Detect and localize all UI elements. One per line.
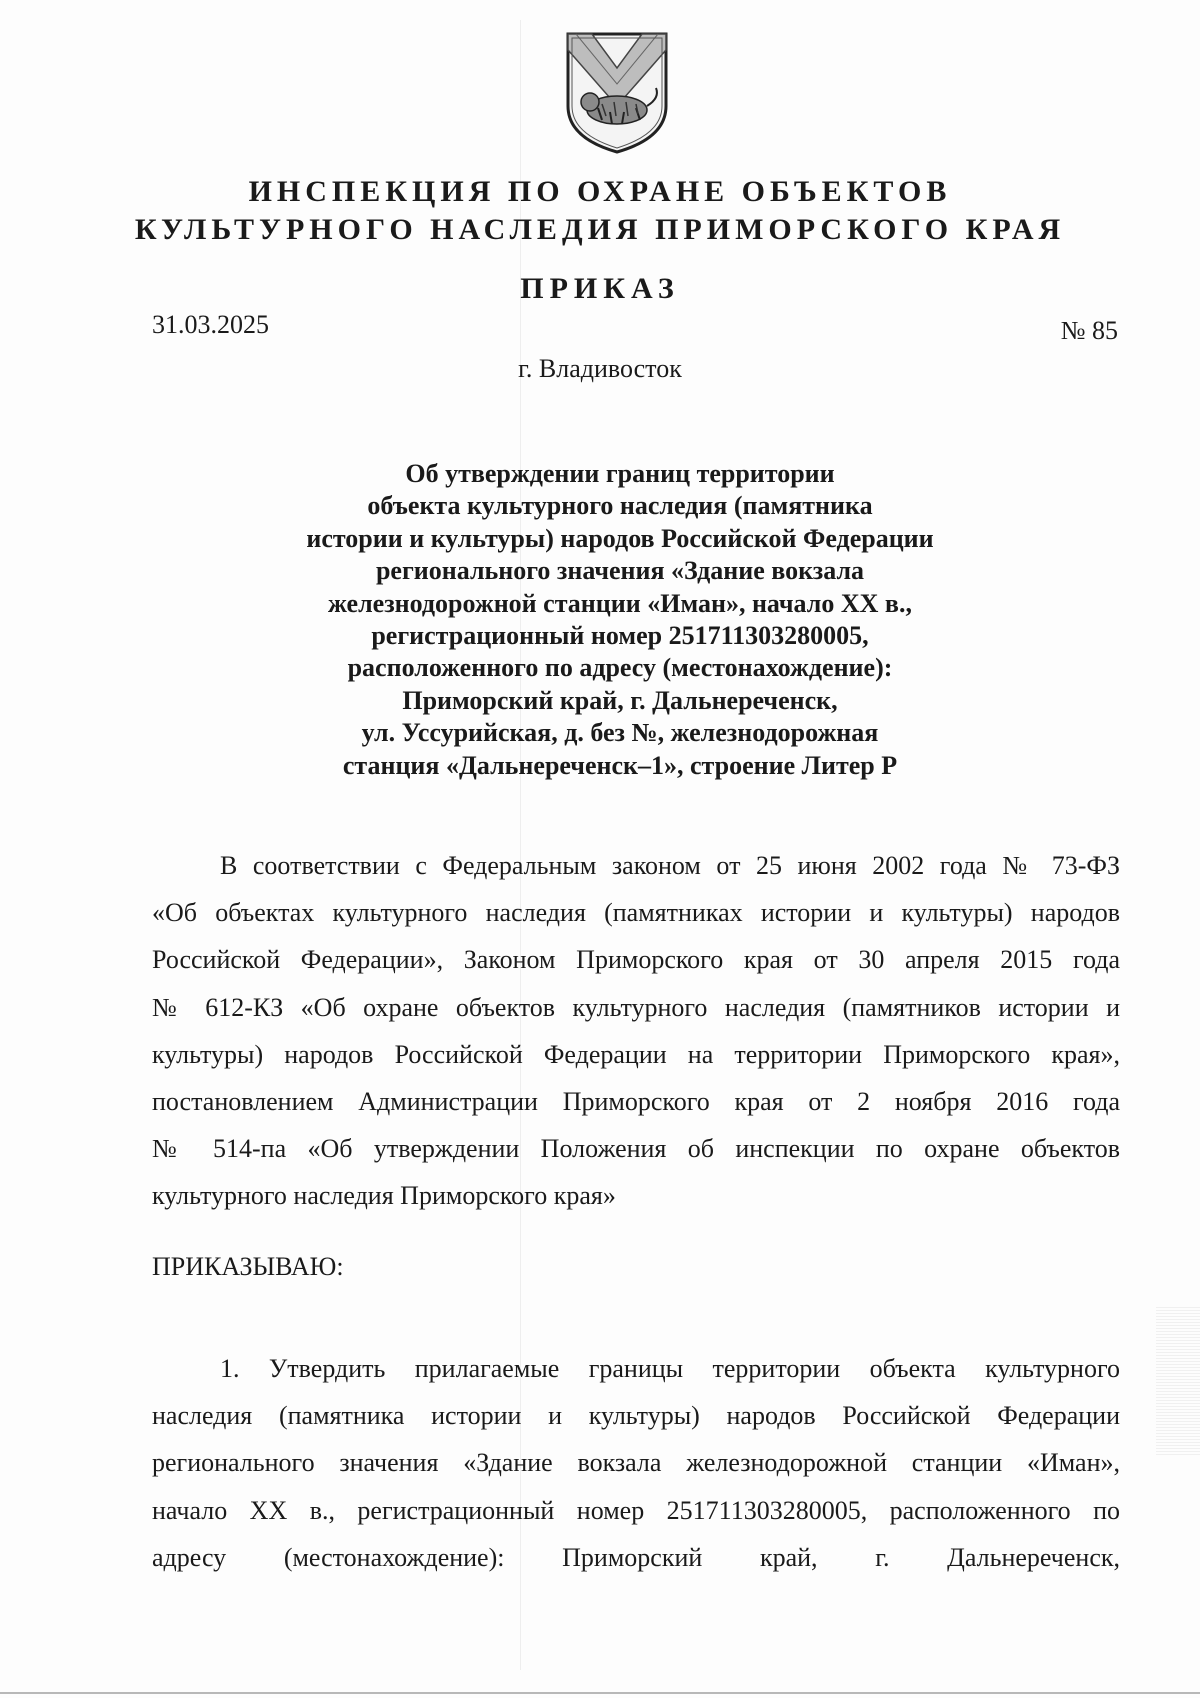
preamble-line: № 514-па «Об утверждении Положения об инспекции по охране объектов [152,1134,1120,1164]
subject-line: Приморский край, г. Дальнереченск, [402,685,838,715]
subject-line: расположенного по адресу (местонахождение): [347,653,893,683]
order-item-line: 1. Утвердить прилагаемые границы территории объекта культурного [220,1354,1120,1383]
subject-line: ул. Уссурийская, д. без №, железнодорожная [361,718,879,748]
preamble-line: культуры) народов Российской Федерации на территории Приморского края», [152,1039,1120,1069]
organization-name-line2: КУЛЬТУРНОГО НАСЛЕДИЯ ПРИМОРСКОГО КРАЯ [134,213,1066,246]
order-directive: ПРИКАЗЫВАЮ: [152,1252,344,1281]
document-date: 31.03.2025 [152,310,269,339]
subject-line: объекта культурного наследия (памятника [367,491,873,521]
preamble-line: № 612-КЗ «Об охране объектов культурного наследия (памятников истории и [152,992,1120,1022]
subject-line: железнодорожной станции «Иман», начало XX в., [328,588,912,618]
preamble-line: «Об объектах культурного наследия (памятниках истории и культуры) народов [152,898,1120,928]
subject-line: регионального значения «Здание вокзала [375,556,865,586]
organization-name-line1: ИНСПЕКЦИЯ ПО ОХРАНЕ ОБЪЕКТОВ [248,175,952,208]
subject-line: Об утверждении границ территории [405,459,835,488]
document-subject [200,458,1040,782]
preamble-line: культурного наследия Приморского края» [152,1181,616,1211]
subject-line: регистрационный номер 251711303280005, [371,621,869,651]
preamble-line: Российской Федерации», Законом Приморского края от 30 апреля 2015 года [152,945,1120,975]
document-city: г. Владивосток [518,354,682,383]
scan-noise [1156,1305,1200,1455]
document-number: № 85 [1060,316,1118,345]
subject-line: истории и культуры) народов Российской Федерации [306,523,934,553]
order-item-line: начало XX в., регистрационный номер 251711303280005, расположенного по [152,1495,1120,1525]
scan-edge-line [0,1692,1200,1694]
order-item-line: регионального значения «Здание вокзала железнодорожной станции «Иман», [152,1448,1120,1478]
preamble-line: В соответствии с Федеральным законом от 25 июня 2002 года № 73-ФЗ [220,851,1120,880]
preamble-line: постановлением Администрации Приморского края от 2 ноября 2016 года [152,1086,1120,1116]
subject-line: станция «Дальнереченск–1», строение Литер Р [342,750,898,780]
coat-of-arms-icon [562,28,672,156]
order-item-1 [152,1345,1120,1581]
document-type: ПРИКАЗ [520,272,680,305]
preamble-paragraph [152,842,1120,1220]
order-item-line: адресу (местонахождение): Приморский край, г. Дальнереченск, [152,1542,1120,1572]
order-item-line: наследия (памятника истории и культуры) народов Российской Федерации [152,1401,1120,1431]
